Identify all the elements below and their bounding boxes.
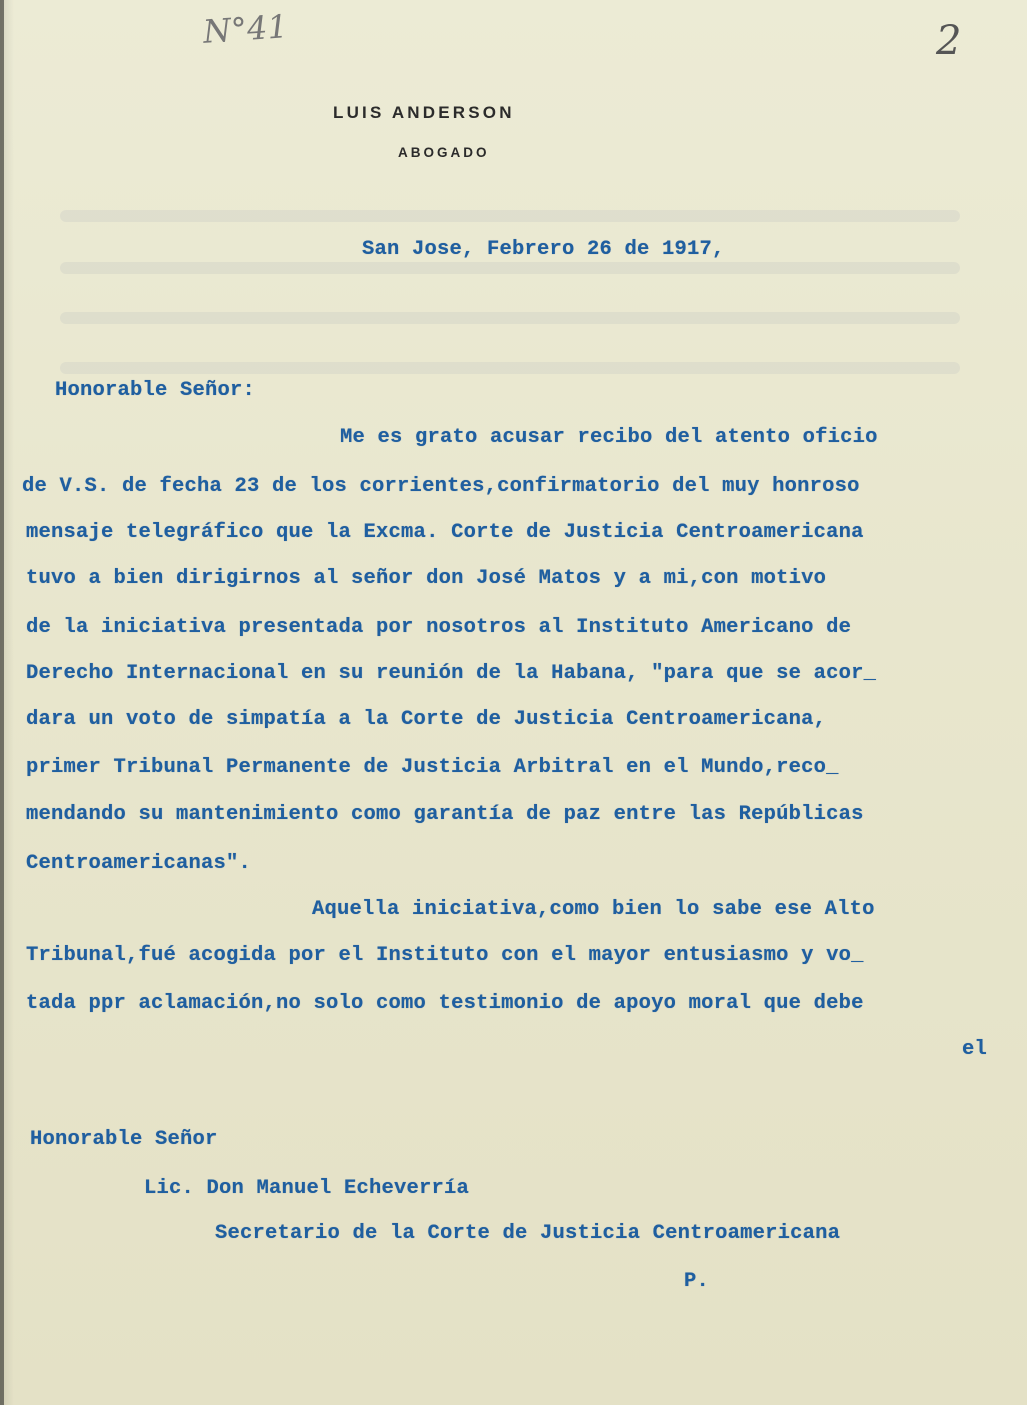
body-line: de V.S. de fecha 23 de los corrientes,confirmatorio del muy honroso — [22, 475, 860, 498]
page-edge-shadow — [0, 0, 4, 1405]
handwritten-page-number: 2 — [936, 18, 962, 64]
addressee-name: Lic. Don Manuel Echeverría — [144, 1177, 470, 1200]
body-line: primer Tribunal Permanente de Justicia Arbitral en el Mundo,reco_ — [26, 756, 839, 779]
body-line: mensaje telegráfico que la Excma. Corte de Justicia Centroamericana — [26, 521, 864, 544]
bleed-through-line — [60, 312, 960, 324]
bleed-through-line — [60, 262, 960, 274]
body-line: tada ppr aclamación,no solo como testimonio de apoyo moral que debe — [26, 992, 864, 1015]
addressee-position: Secretario de la Corte de Justicia Centroamericana — [215, 1222, 841, 1245]
body-line: mendando su mantenimiento como garantía de paz entre las Repúblicas — [26, 803, 864, 826]
bleed-through-line — [60, 210, 960, 222]
catchword: el — [962, 1038, 988, 1061]
letter-date: San Jose, Febrero 26 de 1917, — [362, 238, 725, 261]
body-line: de la iniciativa presentada por nosotros al Instituto Americano de — [26, 616, 852, 639]
addressee-title: Honorable Señor — [30, 1128, 218, 1151]
salutation: Honorable Señor: — [55, 379, 256, 402]
bleed-through-line — [60, 362, 960, 374]
handwritten-number: N°41 — [201, 7, 289, 51]
body-line: tuvo a bien dirigirnos al señor don José Matos y a mi,con motivo — [26, 567, 827, 590]
letterhead-name: LUIS ANDERSON — [333, 103, 515, 122]
body-line: Me es grato acusar recibo del atento oficio — [340, 426, 878, 449]
letterhead-profession: ABOGADO — [398, 145, 490, 160]
body-line: dara un voto de simpatía a la Corte de Justicia Centroamericana, — [26, 708, 827, 731]
body-line: Centroamericanas". — [26, 852, 252, 875]
body-line: Derecho Internacional en su reunión de la Habana, "para que se acor_ — [26, 662, 877, 685]
page-continuation: P. — [684, 1270, 710, 1293]
body-line: Tribunal,fué acogida por el Instituto con el mayor entusiasmo y vo_ — [26, 944, 864, 967]
body-line: Aquella iniciativa,como bien lo sabe ese Alto — [312, 898, 875, 921]
